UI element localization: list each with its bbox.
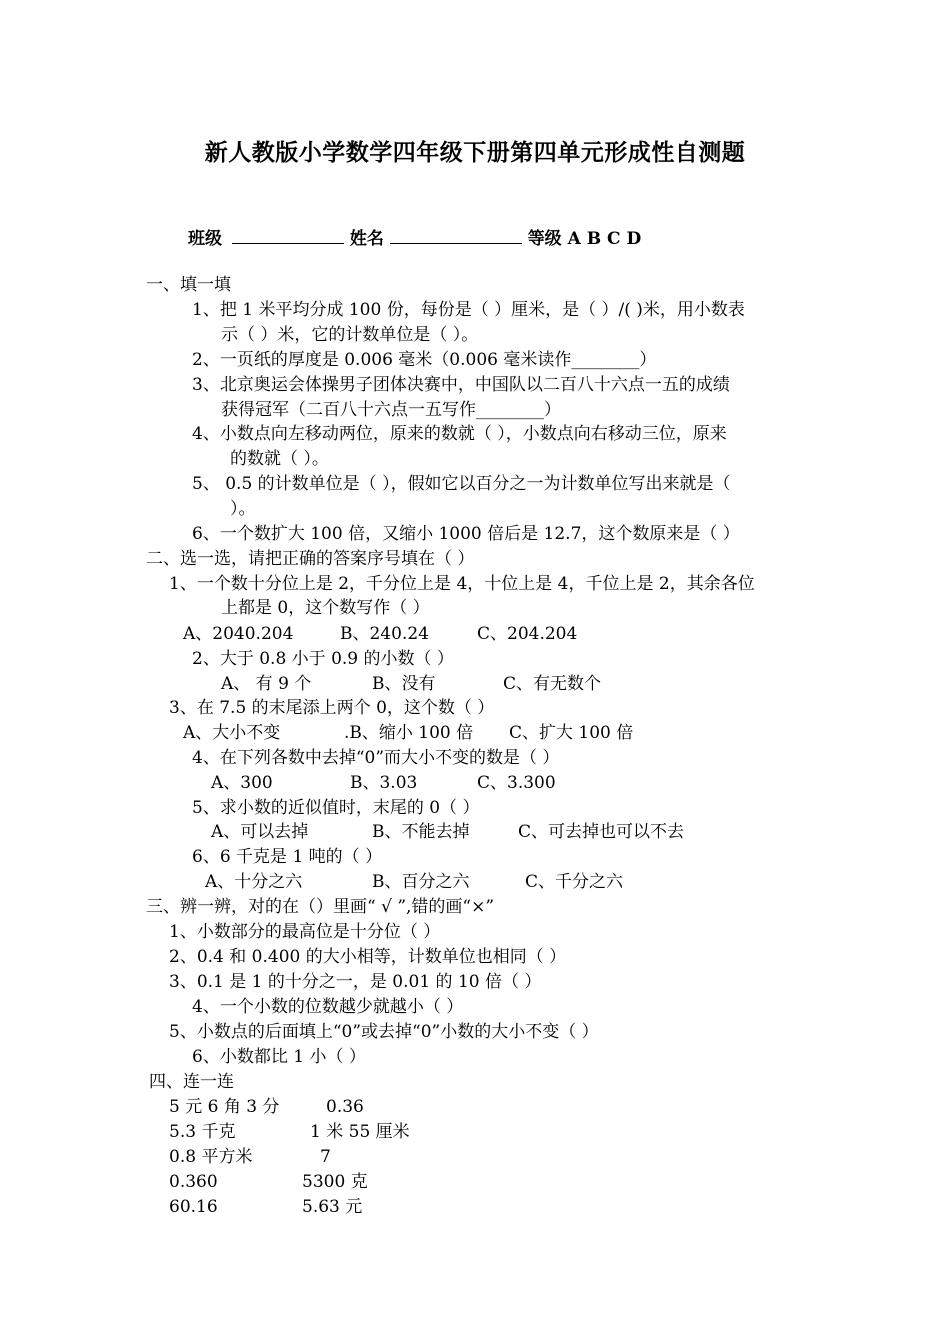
option-c: C、3.300 bbox=[477, 773, 556, 793]
s1-question-3-line-1: 3、北京奥运会体操男子团体决赛中，中国队以二百八十六点一五的成绩 bbox=[192, 375, 730, 395]
s3-question-4: 4、一个小数的位数越少就越小（ ） bbox=[192, 997, 464, 1017]
option-b: B、百分之六 bbox=[372, 872, 470, 892]
s1-question-2: 2、一页纸的厚度是 0.006 毫米（0.006 毫米读作________） bbox=[192, 350, 657, 370]
name-blank bbox=[390, 225, 522, 244]
s3-question-1: 1、小数部分的最高位是十分位（ ） bbox=[169, 922, 441, 942]
student-info-line bbox=[188, 224, 641, 249]
option-b: .B、缩小 100 倍 bbox=[344, 723, 474, 743]
option-a: A、2040.204 bbox=[183, 624, 294, 644]
s2-question-4: 4、在下列各数中去掉“0”而大小不变的数是（ ） bbox=[192, 748, 560, 768]
section-4-heading: 四、连一连 bbox=[149, 1072, 234, 1092]
option-c: C、扩大 100 倍 bbox=[509, 723, 634, 743]
option-b: B、没有 bbox=[372, 674, 436, 694]
section-1-heading: 一、填一填 bbox=[146, 275, 231, 295]
s2-question-2: 2、大于 0.8 小于 0.9 的小数（ ） bbox=[192, 649, 454, 669]
s2-question-5: 5、求小数的近似值时，末尾的 0（ ） bbox=[192, 798, 480, 818]
grade-label: 等级 A B C D bbox=[527, 229, 642, 249]
s2-question-1-line-1: 1、一个数十分位上是 2，千分位上是 4，十位上是 4，千位上是 2，其余各位 bbox=[169, 574, 755, 594]
option-c: C、千分之六 bbox=[525, 872, 624, 892]
s3-question-2: 2、0.4 和 0.400 的大小相等，计数单位也相同（ ） bbox=[169, 947, 567, 967]
s1-question-6: 6、一个数扩大 100 倍，又缩小 1000 倍后是 12.7，这个数原来是（ ） bbox=[192, 524, 740, 544]
s1-question-5-line-1: 5、 0.5 的计数单位是（ ），假如它以百分之一为计数单位写出来就是（ bbox=[192, 474, 731, 494]
match-left-item: 60.16 bbox=[169, 1197, 218, 1217]
match-right-item: 1 米 55 厘米 bbox=[310, 1122, 410, 1142]
s1-question-1-line-2: 示（ ）米，它的计数单位是（ ）。 bbox=[221, 325, 479, 345]
option-a: A、可以去掉 bbox=[211, 822, 309, 842]
match-right-item: 5300 克 bbox=[302, 1172, 368, 1192]
option-a: A、 有 9 个 bbox=[221, 674, 312, 694]
s1-question-4-line-1: 4、小数点向左移动两位，原来的数就（ ），小数点向右移动三位，原来 bbox=[192, 424, 727, 444]
s3-question-3: 3、0.1 是 1 的十分之一，是 0.01 的 10 倍（ ） bbox=[169, 972, 542, 992]
s3-question-6: 6、小数都比 1 小（ ） bbox=[192, 1047, 366, 1067]
class-blank bbox=[232, 225, 344, 244]
option-a: A、300 bbox=[211, 773, 273, 793]
option-b: B、不能去掉 bbox=[372, 822, 470, 842]
s3-question-5: 5、小数点的后面填上“0”或去掉“0”小数的大小不变（ ） bbox=[169, 1022, 599, 1042]
match-left-item: 0.360 bbox=[169, 1172, 218, 1192]
s1-question-5-line-2: ）。 bbox=[230, 499, 256, 519]
match-left-item: 5 元 6 角 3 分 bbox=[169, 1097, 280, 1117]
match-right-item: 7 bbox=[320, 1147, 331, 1167]
s1-question-3-line-2: 获得冠军（二百八十六点一五写作________） bbox=[221, 400, 561, 420]
option-c: C、可去掉也可以不去 bbox=[518, 822, 685, 842]
name-label: 姓名 bbox=[349, 229, 384, 249]
s2-question-6: 6、6 千克是 1 吨的（ ） bbox=[192, 847, 383, 867]
option-c: C、有无数个 bbox=[503, 674, 602, 694]
option-a: A、大小不变 bbox=[183, 723, 281, 743]
option-a: A、十分之六 bbox=[205, 872, 303, 892]
s1-question-1-line-1: 1、把 1 米平均分成 100 份，每份是（ ）厘米，是（ ）/( )米，用小数表 bbox=[192, 300, 745, 320]
s2-question-3: 3、在 7.5 的末尾添上两个 0，这个数（ ） bbox=[169, 698, 495, 718]
match-left-item: 0.8 平方米 bbox=[169, 1147, 253, 1167]
s1-question-4-line-2: 的数就（ ）。 bbox=[230, 449, 329, 469]
page-title: 新人教版小学数学四年级下册第四单元形成性自测题 bbox=[204, 139, 746, 166]
section-2-heading: 二、选一选，请把正确的答案序号填在（ ） bbox=[146, 549, 475, 569]
match-left-item: 5.3 千克 bbox=[169, 1122, 236, 1142]
option-c: C、204.204 bbox=[477, 624, 578, 644]
section-3-heading: 三、辨一辨，对的在（）里画“ √ ”,错的画“×” bbox=[146, 897, 495, 917]
s2-question-1-line-2: 上都是 0，这个数写作（ ） bbox=[221, 598, 430, 618]
option-b: B、240.24 bbox=[340, 624, 429, 644]
option-b: B、3.03 bbox=[350, 773, 418, 793]
match-right-item: 5.63 元 bbox=[302, 1197, 363, 1217]
match-right-item: 0.36 bbox=[326, 1097, 364, 1117]
class-label: 班级 bbox=[188, 229, 222, 249]
